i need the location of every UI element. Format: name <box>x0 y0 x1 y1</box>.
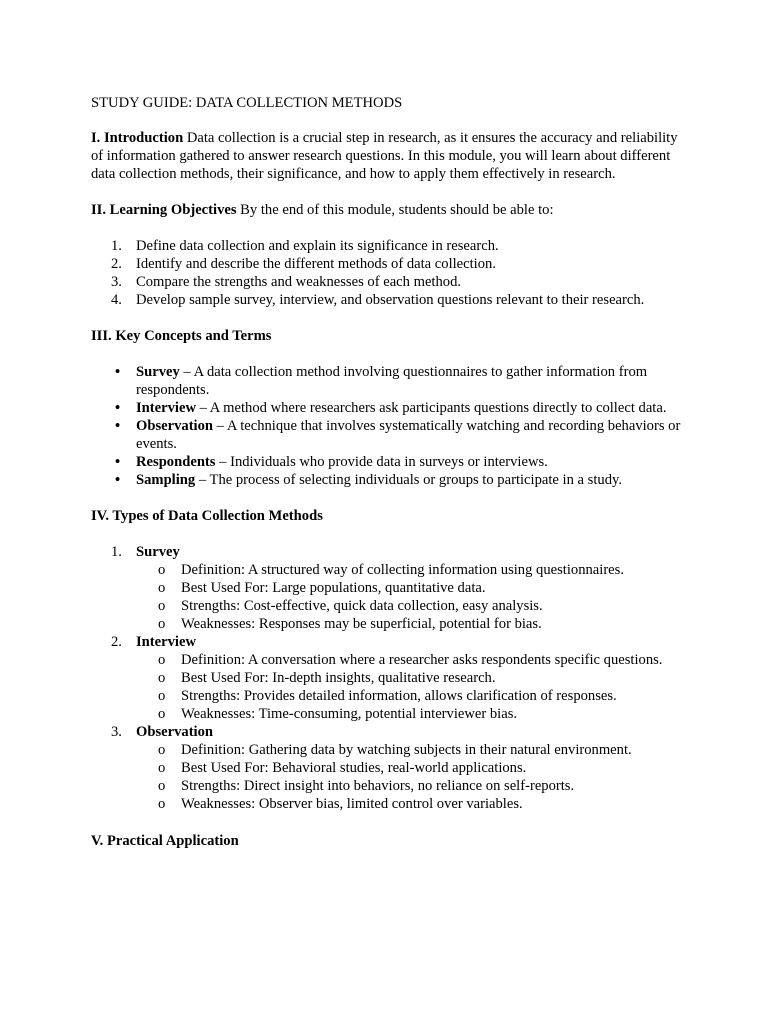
term-name: Sampling <box>136 472 196 488</box>
term-name: Interview <box>136 400 196 416</box>
objectives-list <box>91 237 681 309</box>
list-number: 3. <box>111 724 122 740</box>
list-item <box>91 633 681 723</box>
method-name: Survey <box>136 544 180 560</box>
list-item <box>91 399 681 417</box>
list-item <box>91 273 681 291</box>
objective-text: Develop sample survey, interview, and observation questions relevant to their research. <box>136 292 645 308</box>
list-item <box>91 615 681 633</box>
detail-text: Definition: A structured way of collecting information using questionnaires. <box>181 562 624 578</box>
list-number: 4. <box>111 292 122 308</box>
circle-bullet-icon: o <box>158 580 166 596</box>
detail-text: Strengths: Direct insight into behaviors, no reliance on self-reports. <box>181 778 575 794</box>
list-item <box>91 363 681 399</box>
concepts-list <box>91 363 681 489</box>
circle-bullet-icon: o <box>158 562 166 578</box>
list-number: 3. <box>111 274 122 290</box>
list-item <box>91 597 681 615</box>
list-number: 2. <box>111 256 122 272</box>
list-item <box>91 795 681 813</box>
term-definition: – A method where researchers ask participants questions directly to collect data. <box>195 400 667 416</box>
method-details <box>136 741 681 813</box>
term-definition: – The process of selecting individuals or groups to participate in a study. <box>195 472 622 488</box>
practical-heading: V. Practical Application <box>91 833 239 849</box>
method-details <box>136 561 681 633</box>
method-name: Observation <box>136 724 214 740</box>
list-item <box>91 561 681 579</box>
term-definition: – Individuals who provide data in surveys or interviews. <box>215 454 548 470</box>
objectives-text: By the end of this module, students should be able to: <box>236 202 554 218</box>
circle-bullet-icon: o <box>158 742 166 758</box>
document-body <box>91 94 681 868</box>
term-name: Survey <box>136 364 180 380</box>
detail-text: Weaknesses: Observer bias, limited control over variables. <box>181 796 523 812</box>
term-definition: – A data collection method involving questionnaires to gather information from respondents. <box>136 364 648 398</box>
bullet-icon: • <box>115 472 121 488</box>
circle-bullet-icon: o <box>158 670 166 686</box>
list-item <box>91 453 681 471</box>
term-definition: – A technique that involves systematically watching and recording behaviors or events. <box>136 418 681 452</box>
bullet-icon: • <box>115 454 121 470</box>
intro-heading: I. Introduction <box>91 130 184 146</box>
intro-text: Data collection is a crucial step in research, as it ensures the accuracy and reliability of information gathered to answer research questions. In this module, you will learn about different data collection methods, their significance, and how to apply them effectively in research. <box>91 130 678 182</box>
bullet-icon: • <box>115 364 121 380</box>
list-item <box>91 777 681 795</box>
list-item <box>91 759 681 777</box>
detail-text: Weaknesses: Responses may be superficial, potential for bias. <box>181 616 542 632</box>
list-item <box>91 669 681 687</box>
detail-text: Definition: A conversation where a researcher asks respondents specific questions. <box>181 652 663 668</box>
document-title: STUDY GUIDE: DATA COLLECTION METHODS <box>91 95 403 111</box>
detail-text: Best Used For: Large populations, quantitative data. <box>181 580 486 596</box>
list-item <box>91 705 681 723</box>
list-item <box>91 651 681 669</box>
detail-text: Weaknesses: Time-consuming, potential interviewer bias. <box>181 706 518 722</box>
term-name: Respondents <box>136 454 216 470</box>
objectives-section <box>91 201 681 219</box>
circle-bullet-icon: o <box>158 688 166 704</box>
term-name: Observation <box>136 418 214 434</box>
detail-text: Strengths: Cost-effective, quick data collection, easy analysis. <box>181 598 543 614</box>
circle-bullet-icon: o <box>158 796 166 812</box>
detail-text: Best Used For: In-depth insights, qualitative research. <box>181 670 496 686</box>
objective-text: Define data collection and explain its significance in research. <box>136 238 499 254</box>
list-number: 1. <box>111 238 122 254</box>
list-item <box>91 471 681 489</box>
list-item <box>91 291 681 309</box>
objectives-heading: II. Learning Objectives <box>91 202 237 218</box>
circle-bullet-icon: o <box>158 616 166 632</box>
circle-bullet-icon: o <box>158 760 166 776</box>
objective-text: Compare the strengths and weaknesses of each method. <box>136 274 462 290</box>
circle-bullet-icon: o <box>158 778 166 794</box>
detail-text: Definition: Gathering data by watching subjects in their natural environment. <box>181 742 632 758</box>
types-heading: IV. Types of Data Collection Methods <box>91 508 323 524</box>
methods-list <box>91 543 681 813</box>
list-item <box>91 237 681 255</box>
list-item <box>91 543 681 633</box>
list-item <box>91 741 681 759</box>
list-item <box>91 687 681 705</box>
list-number: 1. <box>111 544 122 560</box>
list-item <box>91 723 681 813</box>
intro-section <box>91 129 681 183</box>
list-item <box>91 579 681 597</box>
circle-bullet-icon: o <box>158 706 166 722</box>
circle-bullet-icon: o <box>158 598 166 614</box>
bullet-icon: • <box>115 418 121 434</box>
detail-text: Strengths: Provides detailed information, allows clarification of responses. <box>181 688 617 704</box>
list-number: 2. <box>111 634 122 650</box>
list-item <box>91 255 681 273</box>
method-details <box>136 651 681 723</box>
objective-text: Identify and describe the different methods of data collection. <box>136 256 496 272</box>
list-item <box>91 417 681 453</box>
circle-bullet-icon: o <box>158 652 166 668</box>
bullet-icon: • <box>115 400 121 416</box>
concepts-heading: III. Key Concepts and Terms <box>91 328 272 344</box>
detail-text: Best Used For: Behavioral studies, real-world applications. <box>181 760 527 776</box>
method-name: Interview <box>136 634 196 650</box>
